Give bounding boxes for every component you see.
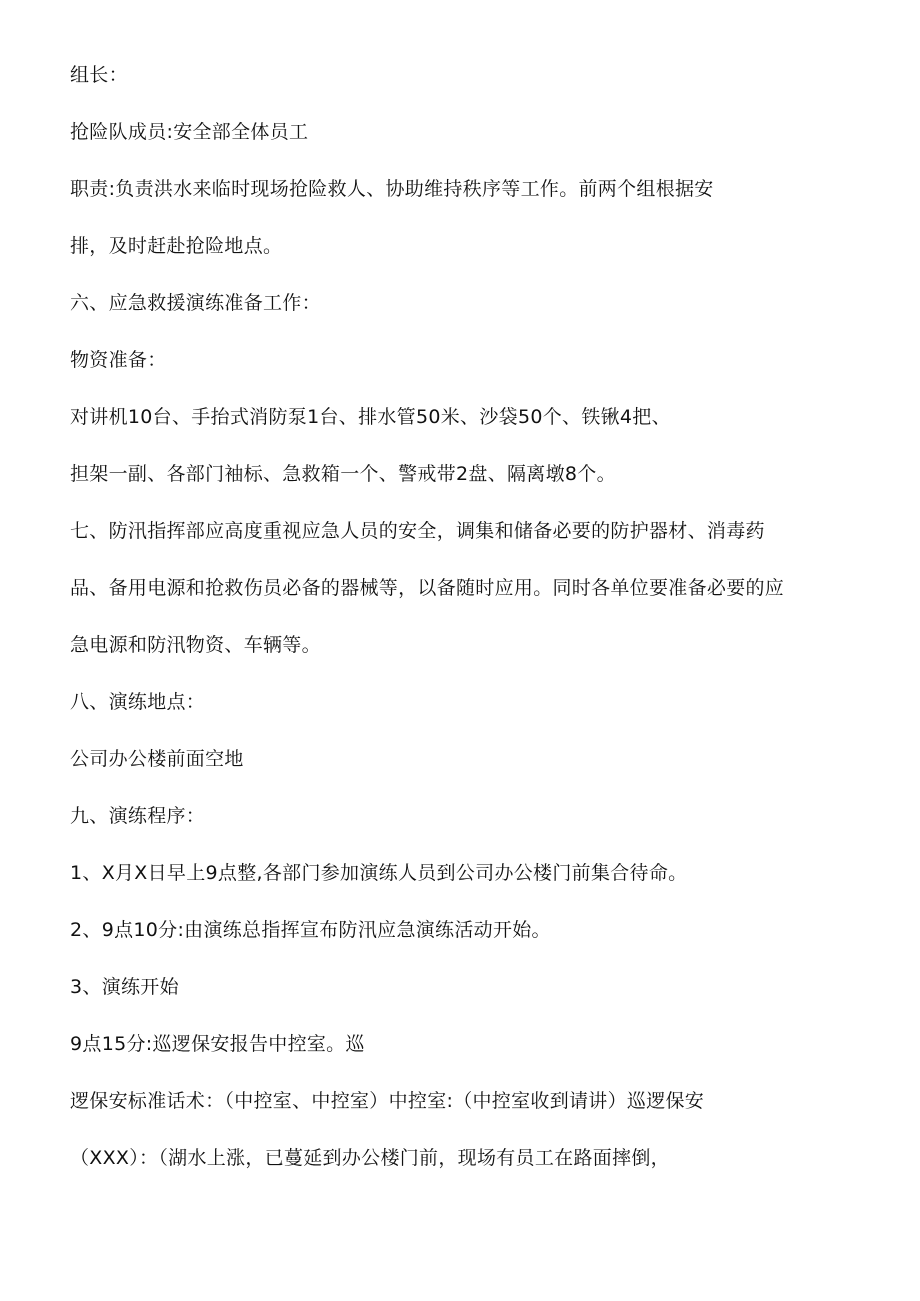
text-line-safety-end: 急电源和防汛物资、车辆等。 [70,634,321,656]
text-line-team-leader: 组长： [70,64,128,86]
procedure-step-3: 3、演练开始 [70,976,179,998]
text-line-patrol-report: 9点15分:巡逻保安报告中控室。巡 [70,1033,365,1055]
text-line-patrol-message: （XXX）：（湖水上涨，已蔓延到办公楼门前，现场有员工在路面摔倒， [70,1147,670,1169]
text-line-materials-label: 物资准备： [70,349,167,371]
text-line-materials-list: 对讲机10台、手抬式消防泵1台、排水管50米、沙袋50个、铁锹4把、 [70,406,671,428]
text-line-responsibilities-cont: 排，及时赶赴抢险地点。 [70,235,283,257]
section-heading-preparation: 六、应急救援演练准备工作： [70,292,321,314]
text-line-safety-cont: 品、备用电源和抢救伤员必备的器械等，以备随时应用。同时各单位要准备必要的应 [70,577,785,599]
text-line-location: 公司办公楼前面空地 [70,748,244,770]
text-line-materials-list-cont: 担架一副、各部门袖标、急救箱一个、警戒带2盘、隔离墩8个。 [70,463,616,485]
text-line-patrol-script: 逻保安标准话术：（中控室、中控室）中控室:（中控室收到请讲）巡逻保安 [70,1090,705,1112]
section-heading-procedure: 九、演练程序： [70,805,206,827]
procedure-step-1: 1、X月X日早上9点整,各部门参加演练人员到公司办公楼门前集合待命。 [70,862,688,884]
section-heading-location: 八、演练地点： [70,691,206,713]
procedure-step-2: 2、9点10分:由演练总指挥宣布防汛应急演练活动开始。 [70,919,551,941]
section-heading-safety: 七、防汛指挥部应高度重视应急人员的安全，调集和储备必要的防护器材、消毒药 [70,520,765,542]
text-line-rescue-members: 抢险队成员:安全部全体员工 [70,121,309,143]
text-line-responsibilities: 职责:负责洪水来临时现场抢险救人、协助维持秩序等工作。前两个组根据安 [70,178,714,200]
